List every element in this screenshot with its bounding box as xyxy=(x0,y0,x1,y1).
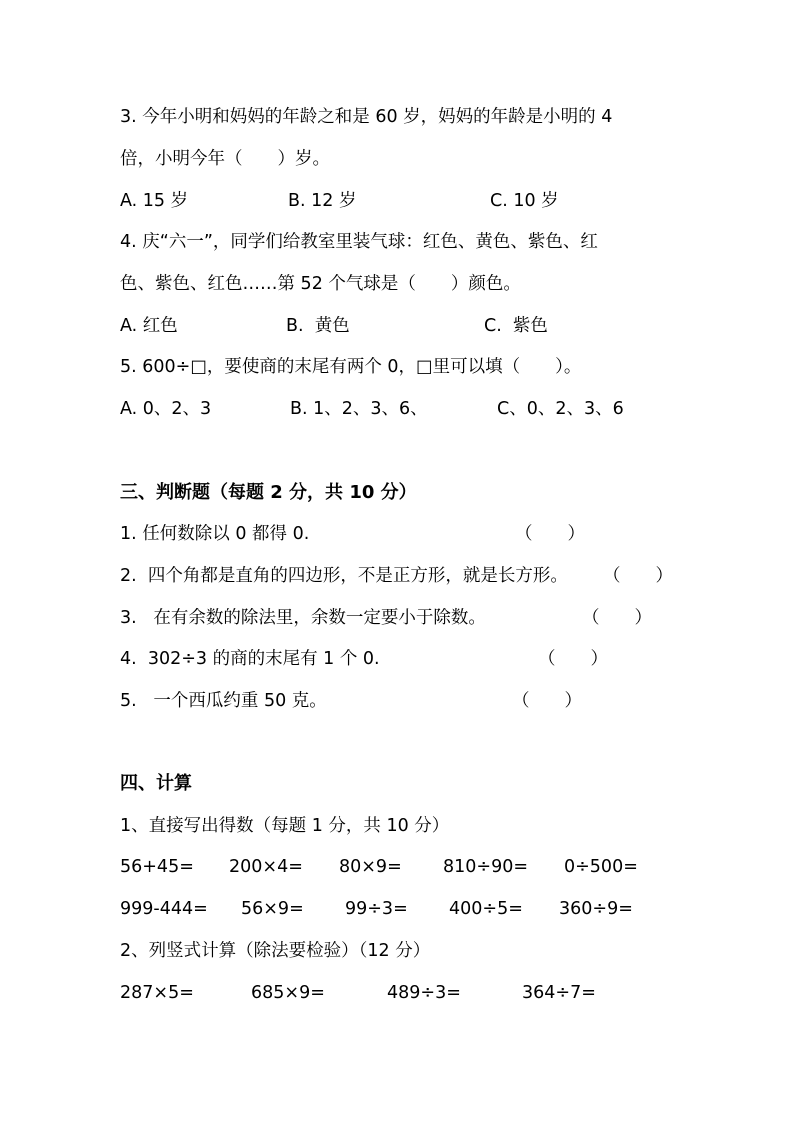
question-5-option-a: A. 0、2、3 xyxy=(120,399,212,419)
question-4-line-2: 色、紫色、红色……第 52 个气球是（ ）颜色。 xyxy=(120,274,521,294)
judge-section-title: 三、判断题（每题 2 分，共 10 分） xyxy=(120,482,417,503)
question-3-line-1: 3. 今年小明和妈妈的年龄之和是 60 岁，妈妈的年龄是小明的 4 xyxy=(120,107,613,127)
calc-item: 810÷90= xyxy=(443,857,528,877)
question-4-option-a: A. 红色 xyxy=(120,316,178,336)
question-3-option-c: C. 10 岁 xyxy=(490,191,559,211)
question-4-option-c: C. 紫色 xyxy=(484,316,548,336)
question-4-line-1: 4. 庆“六一”，同学们给教室里装气球：红色、黄色、紫色、红 xyxy=(120,232,598,252)
calc-subsection-2-title: 2、列竖式计算（除法要检验）（12 分） xyxy=(120,941,431,961)
calc-item: 56×9= xyxy=(241,899,304,919)
calc-item: 489÷3= xyxy=(387,983,461,1003)
calc-item: 99÷3= xyxy=(345,899,408,919)
calc-item: 360÷9= xyxy=(559,899,633,919)
judge-item-2: 2. 四个角都是直角的四边形，不是正方形，就是长方形。 xyxy=(120,566,568,586)
question-3-line-2: 倍，小明今年（ ）岁。 xyxy=(120,149,330,169)
question-5-option-c: C、0、2、3、6 xyxy=(497,399,624,419)
question-5-line-1: 5. 600÷□，要使商的末尾有两个 0，□里可以填（ ）。 xyxy=(120,357,582,377)
judge-item-3: 3. 在有余数的除法里，余数一定要小于除数。 xyxy=(120,608,486,628)
calc-item: 80×9= xyxy=(339,857,402,877)
calc-item: 400÷5= xyxy=(449,899,523,919)
judge-item-4: 4. 302÷3 的商的末尾有 1 个 0. xyxy=(120,649,380,669)
question-5-option-b: B. 1、2、3、6、 xyxy=(290,399,428,419)
calc-item: 56+45= xyxy=(120,857,194,877)
judge-item-4-answer-blank[interactable]: （ ） xyxy=(538,649,608,669)
calc-item: 364÷7= xyxy=(522,983,596,1003)
question-3-option-a: A. 15 岁 xyxy=(120,191,189,211)
calc-item: 685×9= xyxy=(251,983,325,1003)
calc-item: 287×5= xyxy=(120,983,194,1003)
calc-item: 999-444= xyxy=(120,899,208,919)
calc-subsection-1-title: 1、直接写出得数（每题 1 分，共 10 分） xyxy=(120,816,450,836)
judge-item-5-answer-blank[interactable]: （ ） xyxy=(512,691,582,711)
judge-item-2-answer-blank[interactable]: （ ） xyxy=(603,566,673,586)
judge-item-1-answer-blank[interactable]: （ ） xyxy=(515,524,585,544)
calc-item: 200×4= xyxy=(229,857,303,877)
question-3-option-b: B. 12 岁 xyxy=(288,191,357,211)
judge-item-3-answer-blank[interactable]: （ ） xyxy=(582,608,652,628)
judge-item-5: 5. 一个西瓜约重 50 克。 xyxy=(120,691,327,711)
question-4-option-b: B. 黄色 xyxy=(286,316,350,336)
calc-item: 0÷500= xyxy=(564,857,638,877)
calc-section-title: 四、计算 xyxy=(120,773,192,794)
judge-item-1: 1. 任何数除以 0 都得 0. xyxy=(120,524,310,544)
